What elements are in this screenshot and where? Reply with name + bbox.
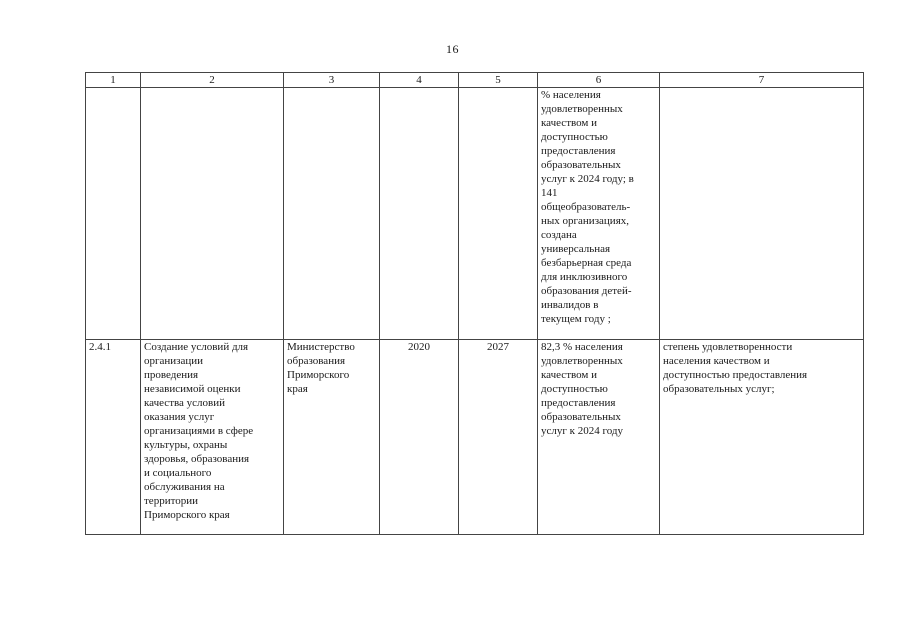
executor-text-line: Приморского <box>287 369 350 381</box>
cont-result-cell <box>538 88 660 340</box>
indicator-text-line: степень удовлетворенности <box>663 341 793 353</box>
header-col-5: 5 <box>459 73 538 88</box>
result-text-line: доступностью <box>541 383 608 395</box>
measure-text-line: проведения <box>144 369 199 381</box>
cont-result-text-line: создана <box>541 229 577 241</box>
measure-text-line: оказания услуг <box>144 411 215 423</box>
row-number-cell <box>86 340 141 535</box>
cont-cell-3 <box>284 88 380 340</box>
indicator-text-line: населения качеством и <box>663 355 770 367</box>
cont-result-text-line: услуг к 2024 году; в <box>541 173 634 185</box>
result-text <box>541 340 656 438</box>
cont-result-text-line: % населения <box>541 89 601 101</box>
cont-cell-5 <box>459 88 538 340</box>
row-number: 2.4.1 <box>89 341 111 353</box>
result-text-line: 82,3 % населения <box>541 341 623 353</box>
header-col-3: 3 <box>284 73 380 88</box>
measure-text-line: Создание условий для <box>144 341 249 353</box>
result-text-line: предоставления <box>541 397 616 409</box>
measure-text-line: и социального <box>144 467 212 479</box>
table-row-2-4-1 <box>86 340 864 535</box>
cont-result-text-line: общеобразователь- <box>541 201 631 213</box>
executor-text-line: края <box>287 383 308 395</box>
executor-text <box>287 340 376 396</box>
result-text-line: качеством и <box>541 369 598 381</box>
indicator-cell <box>660 340 864 535</box>
cont-result-text-line: 141 <box>541 187 558 199</box>
cont-cell-7 <box>660 88 864 340</box>
measure-text-line: качества условий <box>144 397 226 409</box>
cont-result-text-line: качеством и <box>541 117 598 129</box>
cont-cell-4 <box>380 88 459 340</box>
executor-cell <box>284 340 380 535</box>
result-cell <box>538 340 660 535</box>
cont-result-text-line: образования детей- <box>541 285 632 297</box>
measure-text-line: независимой оценки <box>144 383 241 395</box>
result-text-line: услуг к 2024 году <box>541 425 623 437</box>
measure-text-line: организациями в сфере <box>144 425 254 437</box>
executor-text-line: образования <box>287 355 346 367</box>
result-text-line: образовательных <box>541 411 621 423</box>
cont-result-text-line: для инклюзивного <box>541 271 628 283</box>
measure-text-line: территории <box>144 495 199 507</box>
header-col-6: 6 <box>538 73 660 88</box>
page-number: 16 <box>446 42 459 56</box>
start-year-cell <box>380 340 459 535</box>
cont-result-text-line: безбарьерная среда <box>541 257 632 269</box>
measures-table <box>85 72 864 535</box>
cont-result-text-line: текущем году ; <box>541 313 611 325</box>
header-row <box>86 73 864 88</box>
header-col-1: 1 <box>86 73 141 88</box>
header-col-4: 4 <box>380 73 459 88</box>
indicator-text-line: образовательных услуг; <box>663 383 775 395</box>
header-col-7: 7 <box>660 73 864 88</box>
header-col-2: 2 <box>141 73 284 88</box>
cont-result-text-line: универсальная <box>541 243 611 255</box>
measure-text-line: здоровья, образования <box>144 453 250 465</box>
measure-text <box>144 340 280 522</box>
cont-cell-1 <box>86 88 141 340</box>
cont-result-text-line: ных организациях, <box>541 215 630 227</box>
indicator-text-line: доступностью предоставления <box>663 369 808 381</box>
cont-result-text-line: образовательных <box>541 159 621 171</box>
result-text-line: удовлетворенных <box>541 355 623 367</box>
indicator-text <box>663 340 860 396</box>
start-year: 2020 <box>408 341 430 353</box>
end-year-cell <box>459 340 538 535</box>
end-year: 2027 <box>487 341 509 353</box>
measure-text-line: культуры, охраны <box>144 439 228 451</box>
cont-result-text-line: предоставления <box>541 145 616 157</box>
continuation-row <box>86 88 864 340</box>
measure-cell <box>141 340 284 535</box>
cont-result-text-line: доступностью <box>541 131 608 143</box>
measure-text-line: обслуживания на <box>144 481 225 493</box>
cont-cell-2 <box>141 88 284 340</box>
cont-result-text-line: инвалидов в <box>541 299 599 311</box>
executor-text-line: Министерство <box>287 341 355 353</box>
measure-text-line: организации <box>144 355 204 367</box>
measure-text-line: Приморского края <box>144 509 230 521</box>
cont-result-text-line: удовлетворенных <box>541 103 623 115</box>
cont-result-text <box>541 88 656 326</box>
